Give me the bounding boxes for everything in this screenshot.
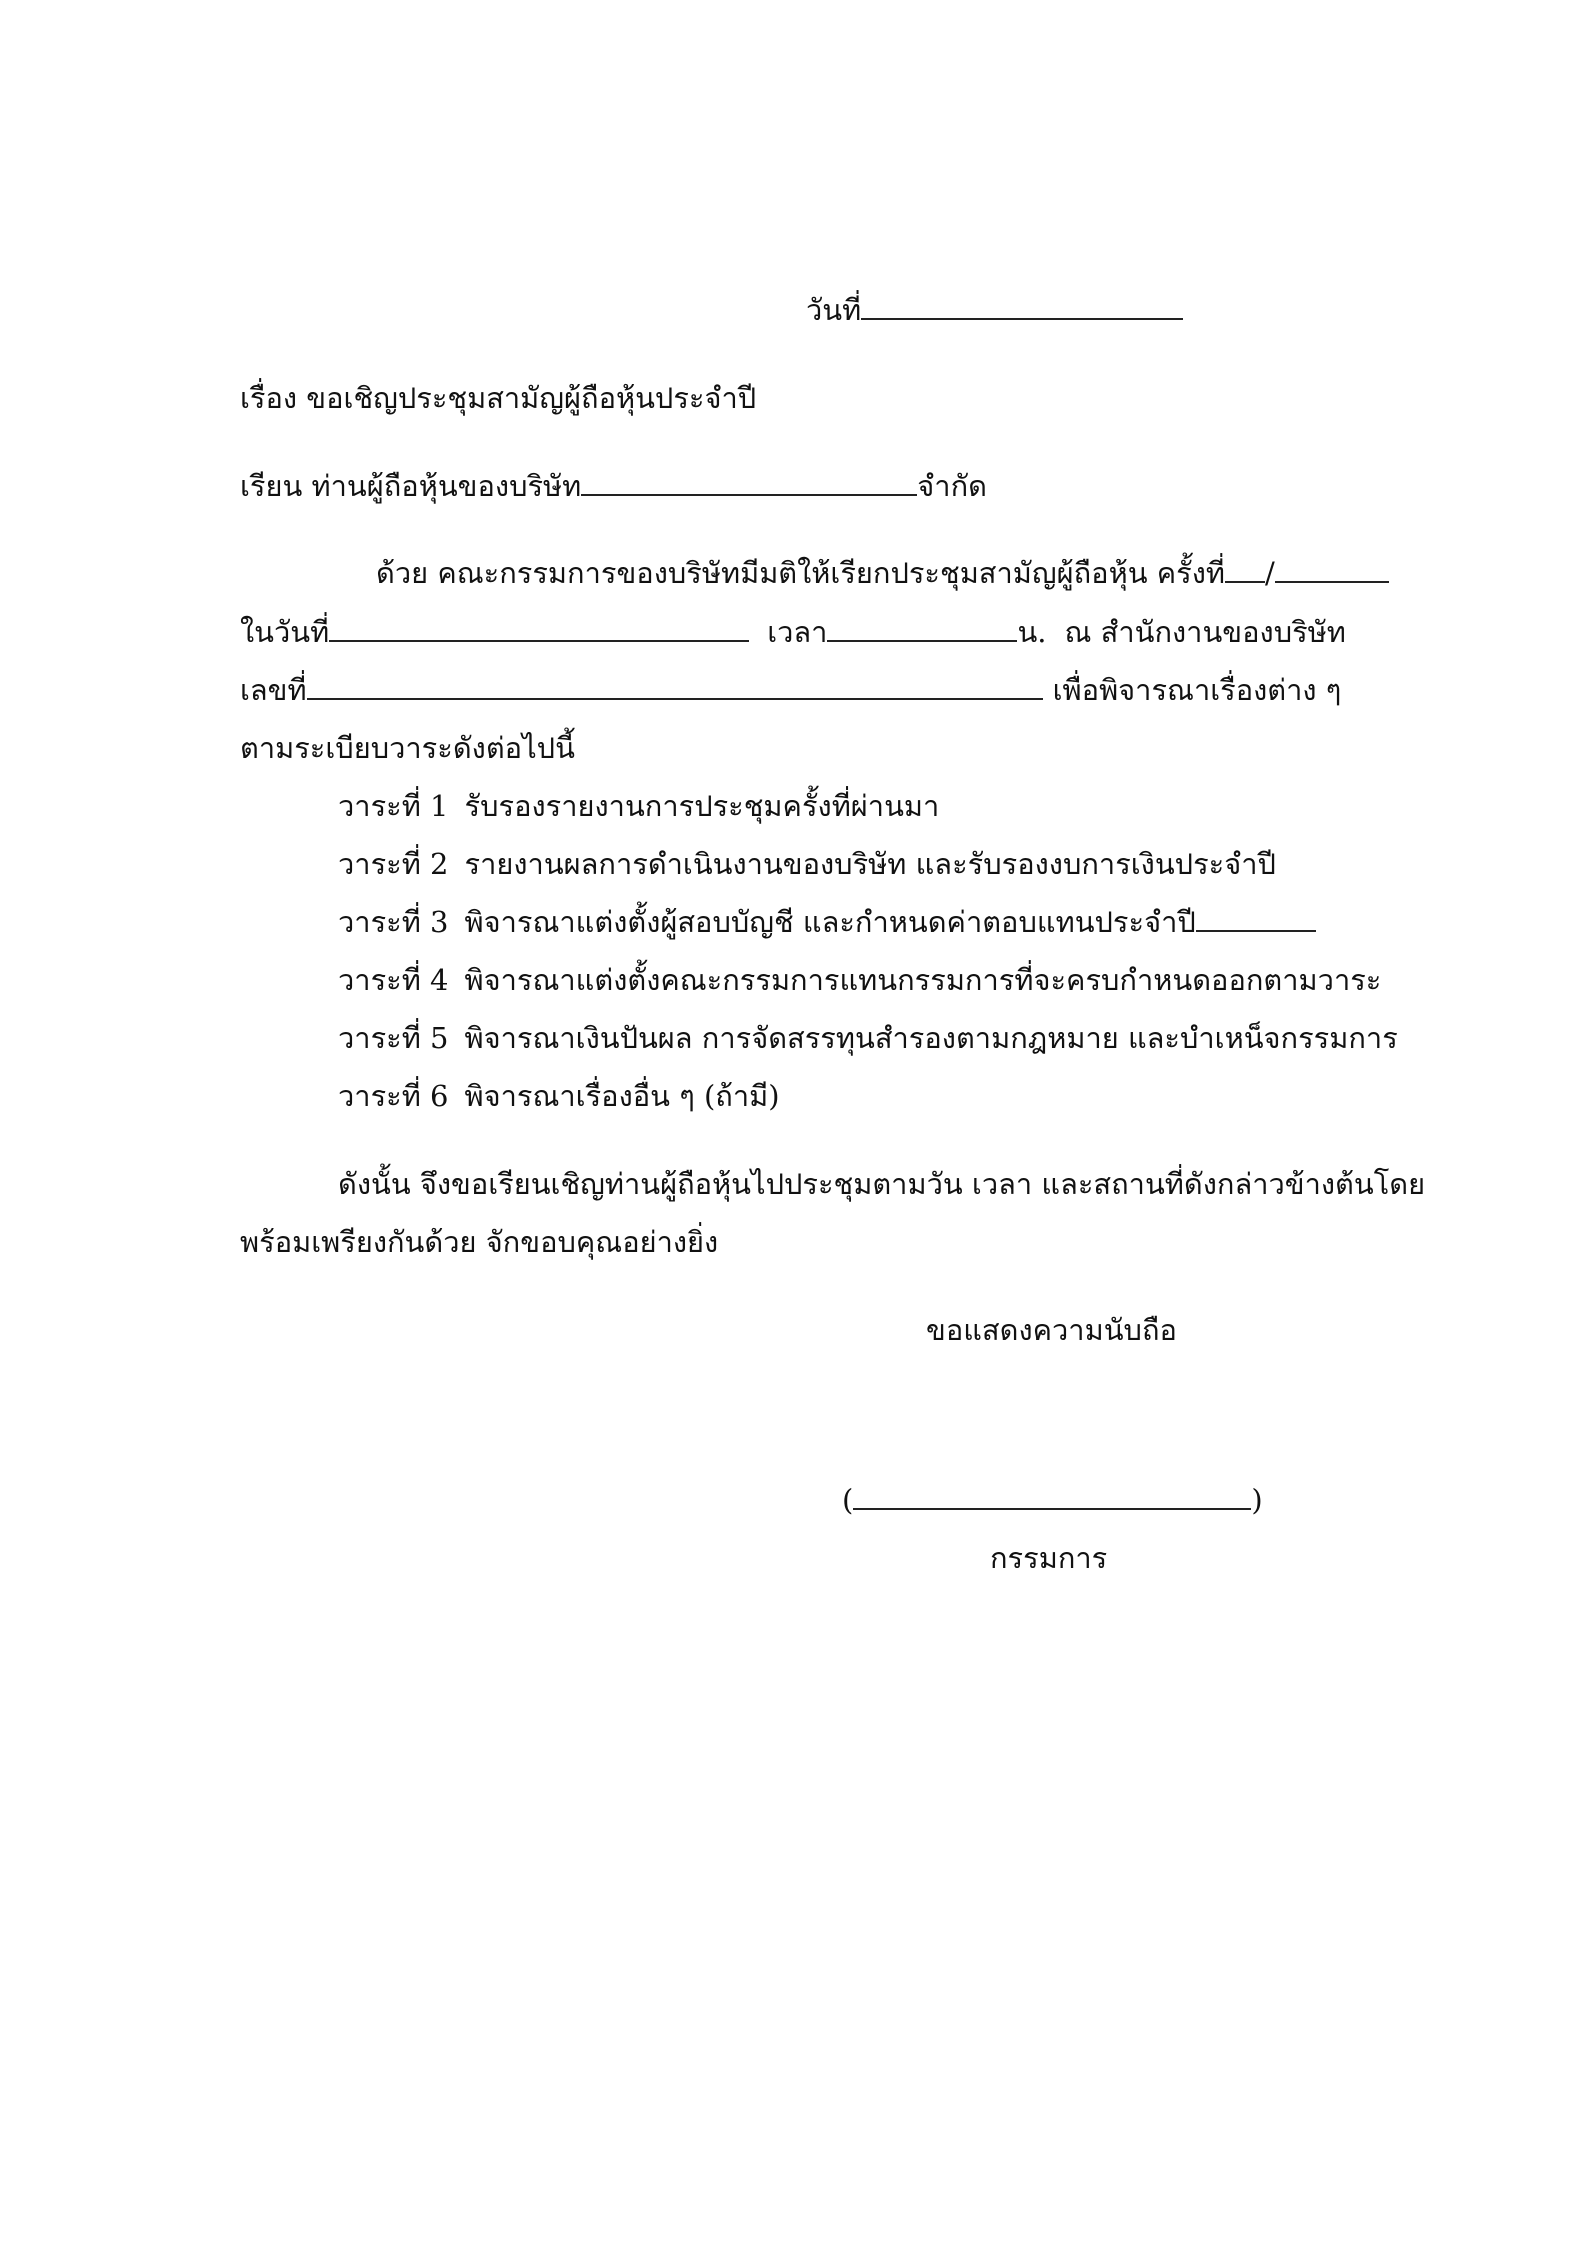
meeting-time-label: เวลา — [767, 615, 828, 649]
body-line-2 — [240, 612, 1346, 652]
audit-year-blank[interactable] — [1196, 904, 1316, 932]
salutation-text: ท่านผู้ถือหุ้นของบริษัท — [311, 469, 582, 503]
agenda-item-3 — [338, 902, 1316, 942]
company-name-blank[interactable] — [581, 468, 917, 496]
meeting-time-unit: น. — [1017, 615, 1047, 649]
body-line-3 — [240, 670, 1341, 710]
meeting-place-text: ณ สำนักงานของบริษัท — [1064, 615, 1346, 649]
agenda-item-6 — [338, 1076, 780, 1116]
meeting-date-blank[interactable] — [329, 614, 749, 642]
meeting-year-blank[interactable] — [1275, 555, 1389, 583]
meeting-slash: / — [1265, 556, 1275, 590]
date-line — [806, 290, 1183, 330]
signature-name-blank[interactable] — [853, 1482, 1251, 1510]
agenda-item-2 — [338, 844, 1276, 884]
agenda-item-4 — [338, 960, 1381, 1000]
regards-line — [926, 1310, 1177, 1350]
body-line-3-text: เพื่อพิจารณาเรื่องต่าง ๆ — [1052, 673, 1342, 707]
body-line-4 — [240, 728, 575, 768]
meeting-date-label: ในวันที่ — [240, 615, 330, 649]
agenda-item-5 — [338, 1018, 1398, 1058]
body-line-1-text: ด้วย คณะกรรมการของบริษัทมีมติให้เรียกประชุมสามัญผู้ถือหุ้น ครั้งที่ — [376, 556, 1226, 590]
salutation-label: เรียน — [240, 469, 303, 503]
agenda-item-4-text: พิจารณาแต่งตั้งคณะกรรมการแทนกรรมการที่จะครบกำหนดออกตามวาระ — [464, 963, 1382, 997]
agenda-item-2-label: วาระที่ 2 — [338, 847, 449, 881]
meeting-time-blank[interactable] — [827, 614, 1017, 642]
closing-line-2 — [240, 1222, 718, 1262]
agenda-item-5-text: พิจารณาเงินปันผล การจัดสรรทุนสำรองตามกฎหมาย และบำเหน็จกรรมการ — [464, 1021, 1398, 1055]
agenda-item-3-text: พิจารณาแต่งตั้งผู้สอบบัญชี และกำหนดค่าตอบแทนประจำปี — [464, 905, 1196, 939]
agenda-item-2-text: รายงานผลการดำเนินงานของบริษัท และรับรองงบการเงินประจำปี — [464, 847, 1276, 881]
signature-title: กรรมการ — [990, 1541, 1108, 1575]
agenda-item-6-label: วาระที่ 6 — [338, 1079, 449, 1113]
date-blank[interactable] — [861, 292, 1183, 320]
salutation-suffix: จำกัด — [917, 469, 987, 503]
agenda-item-3-label: วาระที่ 3 — [338, 905, 449, 939]
signature-title-line — [990, 1538, 1107, 1578]
signature-close-paren: ) — [1251, 1483, 1263, 1517]
body-line-4-text: ตามระเบียบวาระดังต่อไปนี้ — [240, 731, 575, 765]
meeting-number-blank[interactable] — [1225, 555, 1265, 583]
signature-open-paren: ( — [842, 1483, 854, 1517]
address-number-blank[interactable] — [307, 672, 1043, 700]
agenda-item-6-text: พิจารณาเรื่องอื่น ๆ (ถ้ามี) — [464, 1079, 780, 1113]
address-number-label: เลขที่ — [240, 673, 307, 707]
subject-line — [240, 378, 756, 418]
agenda-item-1-text: รับรองรายงานการประชุมครั้งที่ผ่านมา — [464, 789, 940, 823]
date-label: วันที่ — [806, 293, 862, 327]
closing-line-2-text: พร้อมเพรียงกันด้วย จักขอบคุณอย่างยิ่ง — [240, 1225, 719, 1259]
signature-line — [842, 1480, 1263, 1520]
agenda-item-5-label: วาระที่ 5 — [338, 1021, 449, 1055]
agenda-item-4-label: วาระที่ 4 — [338, 963, 449, 997]
regards-text: ขอแสดงความนับถือ — [926, 1313, 1177, 1347]
closing-line-1 — [338, 1164, 1425, 1204]
salutation-line — [240, 466, 987, 506]
body-line-1 — [376, 553, 1389, 593]
agenda-item-1-label: วาระที่ 1 — [338, 789, 449, 823]
closing-line-1-text: ดังนั้น จึงขอเรียนเชิญท่านผู้ถือหุ้นไปประชุมตามวัน เวลา และสถานที่ดังกล่าวข้างต้นโดย — [338, 1167, 1426, 1201]
subject-text: ขอเชิญประชุมสามัญผู้ถือหุ้นประจำปี — [306, 381, 757, 415]
agenda-item-1 — [338, 786, 939, 826]
subject-label: เรื่อง — [240, 381, 298, 415]
